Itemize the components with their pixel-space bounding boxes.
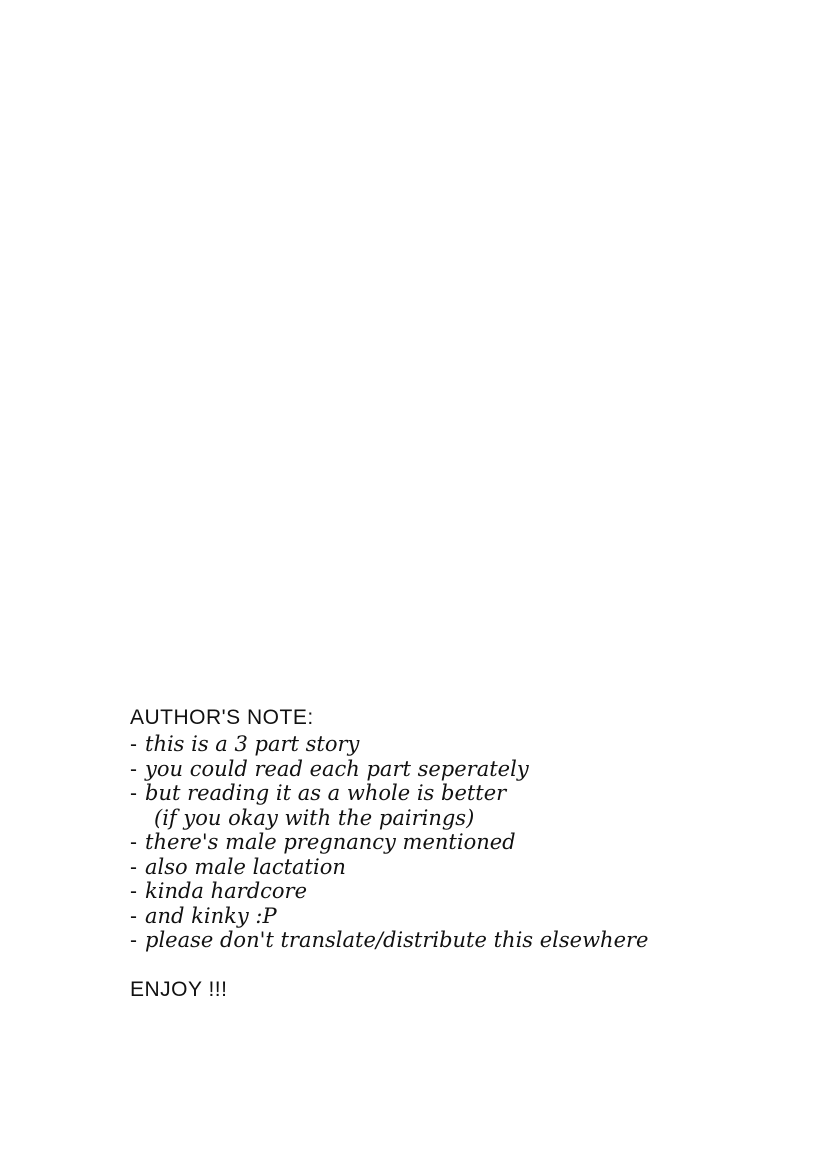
bullet-dash: - (130, 733, 137, 756)
list-item-text: there's male pregnancy mentioned (145, 830, 516, 854)
list-item (130, 904, 730, 929)
list-item-text: also male lactation (145, 854, 346, 879)
list-item-continuation (130, 806, 730, 831)
list-item-text: kinda hardcore (145, 879, 308, 903)
list-item (130, 732, 730, 757)
list-item-text: please don't translate/distribute this elsewhere (145, 928, 649, 952)
list-item (130, 830, 730, 855)
list-item-text: you could read each part seperately (145, 756, 529, 781)
list-item (130, 781, 730, 806)
list-item (130, 757, 730, 782)
list-item (130, 928, 730, 953)
note-heading: AUTHOR'S NOTE: (130, 706, 314, 729)
list-item-text: this is a 3 part story (145, 732, 360, 756)
authors-note (130, 704, 730, 953)
bullet-dash: - (130, 855, 137, 879)
note-list (130, 732, 730, 953)
bullet-dash: - (130, 782, 137, 805)
bullet-dash: - (130, 880, 137, 903)
bullet-dash: - (130, 904, 137, 928)
bullet-dash: - (130, 831, 137, 854)
closing-line: ENJOY !!! (130, 978, 228, 1001)
list-item-text: but reading it as a whole is better (145, 781, 507, 805)
list-item (130, 855, 730, 880)
list-item-text: and kinky :P (145, 903, 277, 928)
list-item-text: (if you okay with the pairings) (154, 805, 475, 830)
list-item (130, 879, 730, 904)
bullet-dash: - (130, 929, 137, 952)
bullet-dash: - (130, 757, 137, 781)
